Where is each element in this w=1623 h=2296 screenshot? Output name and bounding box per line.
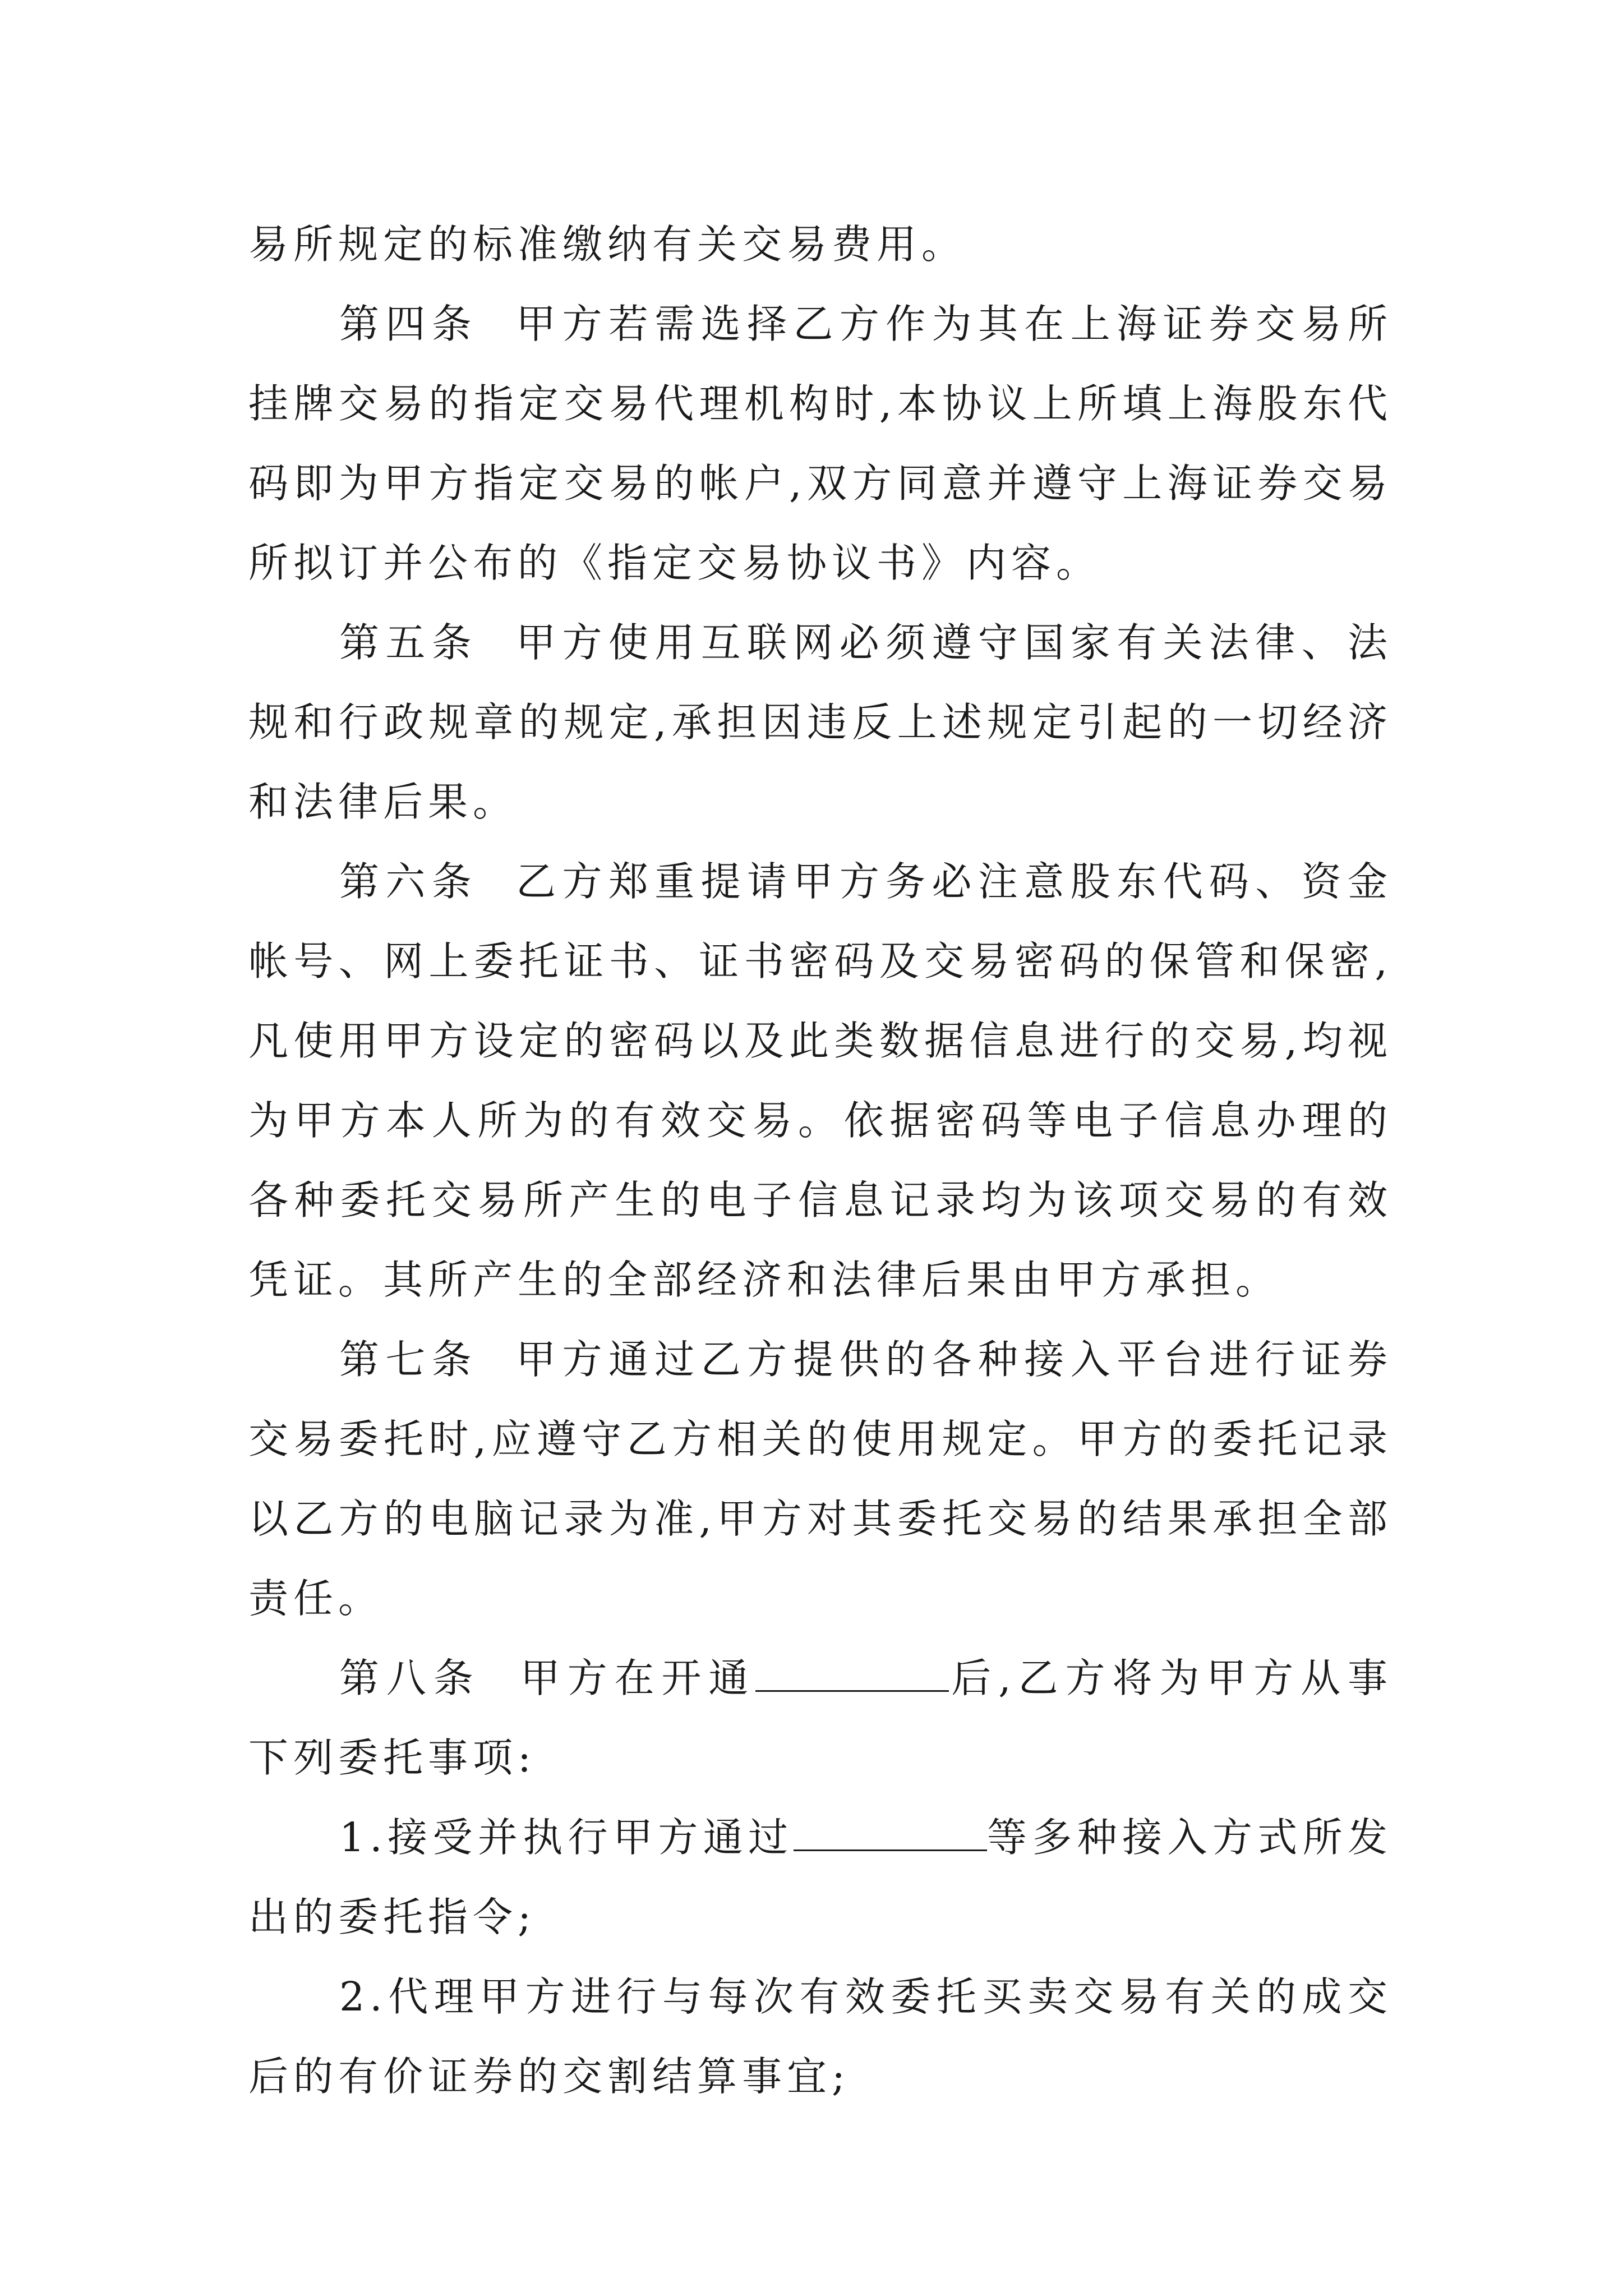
paragraph-item-2: 2.代理甲方进行与每次有效委托买卖交易有关的成交后的有价证券的交割结算事宜; <box>248 1973 1393 2100</box>
paragraph-article-6: 第六条 乙方郑重提请甲方务必注意股东代码、资金帐号、网上委托证书、证书密码及交易密码的保管和保密,凡使用甲方设定的密码以及此类数据信息进行的交易,均视为甲方本人所为的有效交易。依据密码等电子信息办理的各种委托交易所产生的电子信息记录均为该项交易的有效凭证。其所产生的全部经济和法律后果由甲方承担。 <box>248 858 1393 1303</box>
item-1-blank-line <box>794 1814 987 1851</box>
article-8-blank-line <box>755 1654 949 1692</box>
item-1-after: 等多种接入方式所发出的委托指令; <box>248 1814 1393 1940</box>
document-body <box>248 205 1393 2116</box>
paragraph-article-7: 第七条 甲方通过乙方提供的各种接入平台进行证券交易委托时,应遵守乙方相关的使用规定。甲方的委托记录以乙方的电脑记录为准,甲方对其委托交易的结果承担全部责任。 <box>248 1336 1393 1622</box>
paragraph-item-1 <box>248 1798 1393 1957</box>
article-8-after: 后,乙方将为甲方从事下列委托事项: <box>248 1655 1393 1781</box>
paragraph-article-5: 第五条 甲方使用互联网必须遵守国家有关法律、法规和行政规章的规定,承担因违反上述规定引起的一切经济和法律后果。 <box>248 619 1393 825</box>
item-1-before: 1.接受并执行甲方通过 <box>339 1814 794 1861</box>
paragraph-fee-continuation: 易所规定的标准缴纳有关交易费用。 <box>248 221 967 268</box>
article-8-before: 第八条 甲方在开通 <box>339 1655 756 1701</box>
paragraph-article-8 <box>248 1639 1393 1798</box>
paragraph-article-4: 第四条 甲方若需选择乙方作为其在上海证券交易所挂牌交易的指定交易代理机构时,本协议上所填上海股东代码即为甲方指定交易的帐户,双方同意并遵守上海证券交易所拟订并公布的《指定交易协议书》内容。 <box>248 301 1393 586</box>
